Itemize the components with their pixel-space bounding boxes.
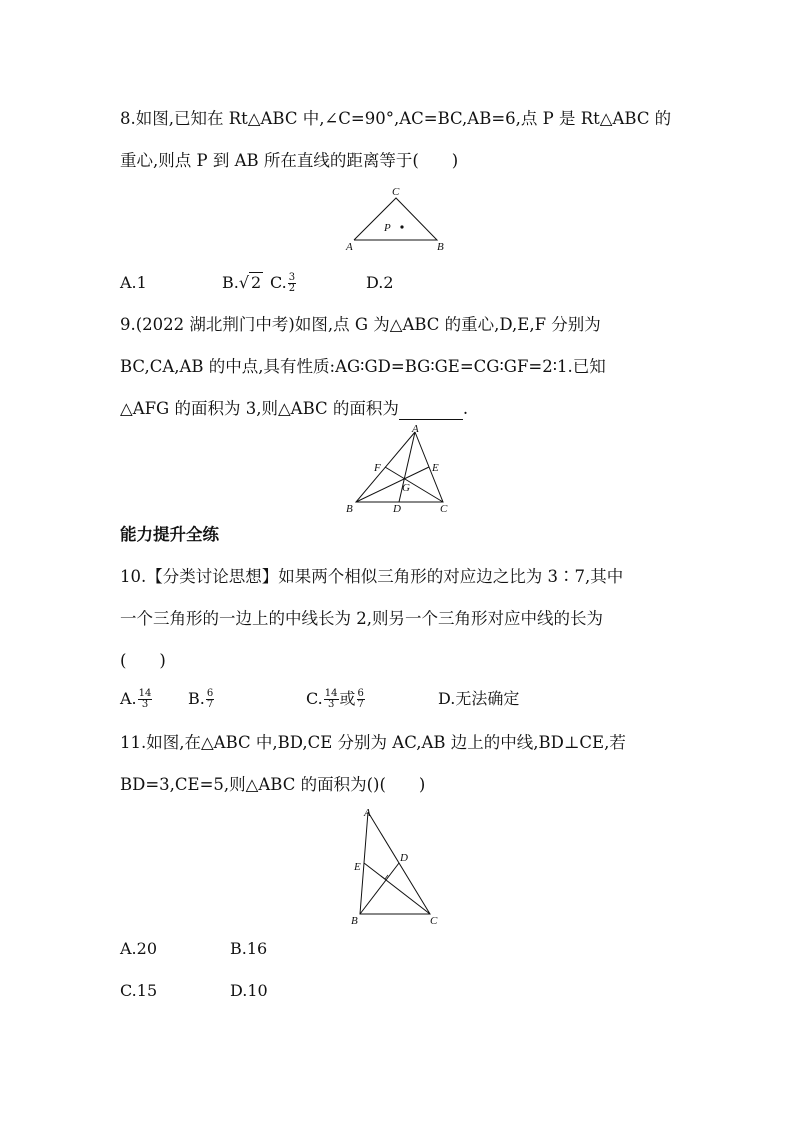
q8-label-A: A bbox=[346, 241, 353, 253]
q10-line1: 10.【分类讨论思想】如果两个相似三角形的对应边之比为 3∶7,其中 bbox=[120, 567, 624, 586]
answer-blank bbox=[399, 403, 463, 420]
q9-label-D: D bbox=[393, 503, 401, 514]
fraction: $\frac{14}{3}$ bbox=[324, 688, 338, 710]
q9-label-E: E bbox=[432, 462, 439, 474]
q10-option-b bbox=[188, 688, 215, 710]
q10-option-c-or: 或 bbox=[339, 689, 356, 708]
q9-label-B: B bbox=[346, 503, 353, 514]
fraction: $\frac{14}{3}$ bbox=[138, 688, 152, 710]
q10-option-c bbox=[306, 688, 366, 710]
q9-label-A: A bbox=[412, 424, 419, 435]
q8-figure bbox=[340, 184, 450, 254]
q8-option-c bbox=[270, 272, 297, 294]
q8-option-c-prefix: C. bbox=[270, 273, 287, 292]
q9-line3-text: △AFG 的面积为 3,则△ABC 的面积为 bbox=[120, 399, 399, 418]
q10-line3: ( ) bbox=[120, 651, 166, 670]
q10-option-b-prefix: B. bbox=[188, 689, 205, 708]
fraction: $\frac{6}{7}$ bbox=[357, 688, 364, 710]
fraction: $\frac{3}{2}$ bbox=[288, 272, 296, 294]
q8-option-b-prefix: B. bbox=[222, 273, 239, 292]
q8-label-B: B bbox=[437, 241, 444, 253]
q9-label-G: G bbox=[402, 482, 410, 494]
q8-label-C: C bbox=[392, 186, 400, 198]
q8-option-a: A.1 bbox=[120, 273, 147, 292]
q9-line3-period: . bbox=[462, 399, 469, 418]
q11-line2: BD=3,CE=5,则△ABC 的面积为()( ) bbox=[120, 775, 426, 794]
q10-line2: 一个三角形的一边上的中线长为 2,则另一个三角形对应中线的长为 bbox=[120, 609, 603, 628]
fraction: $\frac{6}{7}$ bbox=[206, 688, 214, 710]
q11-option-a: A.20 bbox=[120, 939, 157, 958]
q11-figure bbox=[346, 806, 446, 928]
q9-label-C: C bbox=[440, 503, 448, 514]
q9-line1: 9.(2022 湖北荆门中考)如图,点 G 为△ABC 的重心,D,E,F 分别为 bbox=[120, 315, 601, 334]
q9-line2: BC,CA,AB 的中点,具有性质:AG∶GD=BG∶GE=CG∶GF=2∶1.已知 bbox=[120, 357, 606, 376]
q11-label-A: A bbox=[364, 807, 371, 819]
q11-line1: 11.如图,在△ABC 中,BD,CE 分别为 AC,AB 边上的中线,BD⊥CE,若 bbox=[120, 733, 626, 752]
q10-option-a bbox=[120, 688, 153, 710]
q11-label-E: E bbox=[354, 861, 361, 873]
q10-option-a-prefix: A. bbox=[120, 689, 137, 708]
q9-line3 bbox=[120, 398, 468, 420]
q8-option-b bbox=[222, 272, 263, 294]
q8-line1: 8.如图,已知在 Rt△ABC 中,∠C=90°,AC=BC,AB=6,点 P 是 Rt△ABC 的 bbox=[120, 109, 672, 128]
q9-figure bbox=[342, 424, 452, 514]
q8-option-d: D.2 bbox=[366, 273, 394, 292]
q10-option-d: D.无法确定 bbox=[438, 689, 520, 708]
q11-label-C: C bbox=[430, 915, 438, 927]
q9-label-F: F bbox=[374, 462, 381, 474]
q11-label-B: B bbox=[351, 915, 358, 927]
q11-option-b: B.16 bbox=[230, 939, 268, 958]
q11-option-d: D.10 bbox=[230, 981, 268, 1000]
q10-option-c-prefix: C. bbox=[306, 689, 323, 708]
section-title: 能力提升全练 bbox=[120, 525, 219, 544]
sqrt-symbol: √ 2 bbox=[238, 273, 262, 292]
q8-label-P: P bbox=[384, 222, 391, 234]
q11-option-c: C.15 bbox=[120, 981, 158, 1000]
q8-line2: 重心,则点 P 到 AB 所在直线的距离等于( ) bbox=[120, 151, 459, 170]
q11-label-D: D bbox=[400, 852, 408, 864]
